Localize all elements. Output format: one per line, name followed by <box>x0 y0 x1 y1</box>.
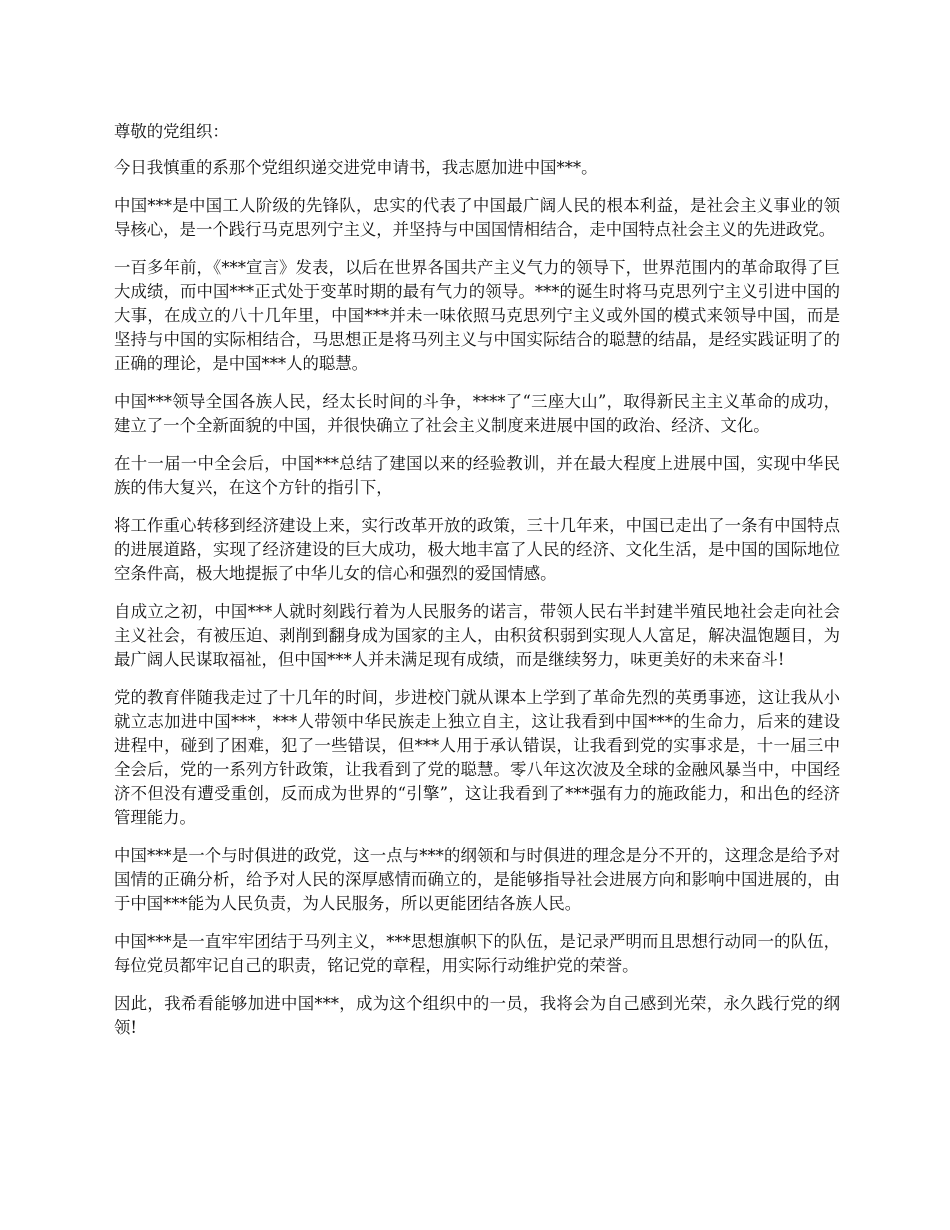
paragraph-personal: 党的教育伴随我走过了十几年的时间，步进校门就从课本上学到了革命先烈的英勇事迹，这让我从小就立志加进中国***，***人带领中华民族走上独立自主，这让我看到中国***的生命力，后来的建设进程中，碰到了困难，犯了一些错误，但***人用于承认错误，让我看到党的实事求是，十一届三中全会后，党的一系列方针政策，让我看到了党的聪慧。零八年这次波及全球的金融风暴当中，中国经济不但没有遭受重创，反而成为世界的“引擎”，这让我看到了***强有力的施政能力，和出色的经济管理能力。 <box>114 688 840 827</box>
paragraph-history: 一百多年前，《***宣言》发表，以后在世界各国共产主义气力的领导下，世界范围内的革命取得了巨大成绩，而中国***正式处于变革时期的最有气力的领导。***的诞生时将马克思列宁主义引进中国的大事，在成立的八十几年里，中国***并未一味依照马克思列宁主义或外国的模式来领导中国，而是坚持与中国的实际相结合，马思想正是将马列主义与中国实际结合的聪慧的结晶，是经实践证明了的正确的理论，是中国***人的聪慧。 <box>114 258 840 373</box>
paragraph-intent: 今日我慎重的系那个党组织递交进党申请书，我志愿加进中国***。 <box>114 158 598 177</box>
letter-greeting: 尊敬的党组织： <box>114 122 229 141</box>
paragraph-discipline: 中国***是一直牢牢团结于马列主义，***思想旗帜下的队伍，是记录严明而且思想行动同一的队伍，每位党员都牢记自己的职责，铭记党的章程，用实际行动维护党的荣誉。 <box>114 932 840 975</box>
paragraph-service: 自成立之初，中国***人就时刻践行着为人民服务的诺言，带领人民右半封建半殖民地社会走向社会主义社会，有被压迫、剥削到翻身成为国家的主人，由积贫积弱到实现人人富足，解决温饱题目，为最广阔人民谋取福祉，但中国***人并未满足现有成绩，而是继续努力，味更美好的未来奋斗! <box>114 602 840 669</box>
paragraph-party-nature: 中国***是中国工人阶级的先锋队，忠实的代表了中国最广阔人民的根本利益，是社会主义事业的领导核心，是一个践行马克思列宁主义，并坚持与中国国情相结合，走中国特点社会主义的先进政党。 <box>114 196 840 239</box>
paragraph-revolution: 中国***领导全国各族人民，经太长时间的斗争，****了“三座大山”，取得新民主主义革命的成功，建立了一个全新面貌的中国，并很快确立了社会主义制度来进展中国的政治、经济、文化。 <box>114 392 840 435</box>
paragraph-plenary: 在十一届一中全会后，中国***总结了建国以来的经验教训，并在最大程度上进展中国，实现中华民族的伟大复兴，在这个方针的指引下， <box>114 454 840 497</box>
paragraph-reform: 将工作重心转移到经济建设上来，实行改革开放的政策，三十几年来，中国已走出了一条有中国特点的进展道路，实现了经济建设的巨大成功，极大地丰富了人民的经济、文化生活，是中国的国际地位空条件高，极大地提振了中华儿女的信心和强烈的爱国情感。 <box>114 516 840 583</box>
letter-body <box>114 120 840 1054</box>
paragraph-conclusion: 因此，我希看能够加进中国***，成为这个组织中的一员，我将会为自己感到光荣，永久践行党的纲领! <box>114 994 840 1037</box>
paragraph-progress: 中国***是一个与时俱进的政党，这一点与***的纲领和与时俱进的理念是分不开的，这理念是给予对国情的正确分析，给予对人民的深厚感情而确立的，是能够指导社会进展方向和影响中国进展的，由于中国***能为人民负责，为人民服务，所以更能团结各族人民。 <box>114 846 840 913</box>
